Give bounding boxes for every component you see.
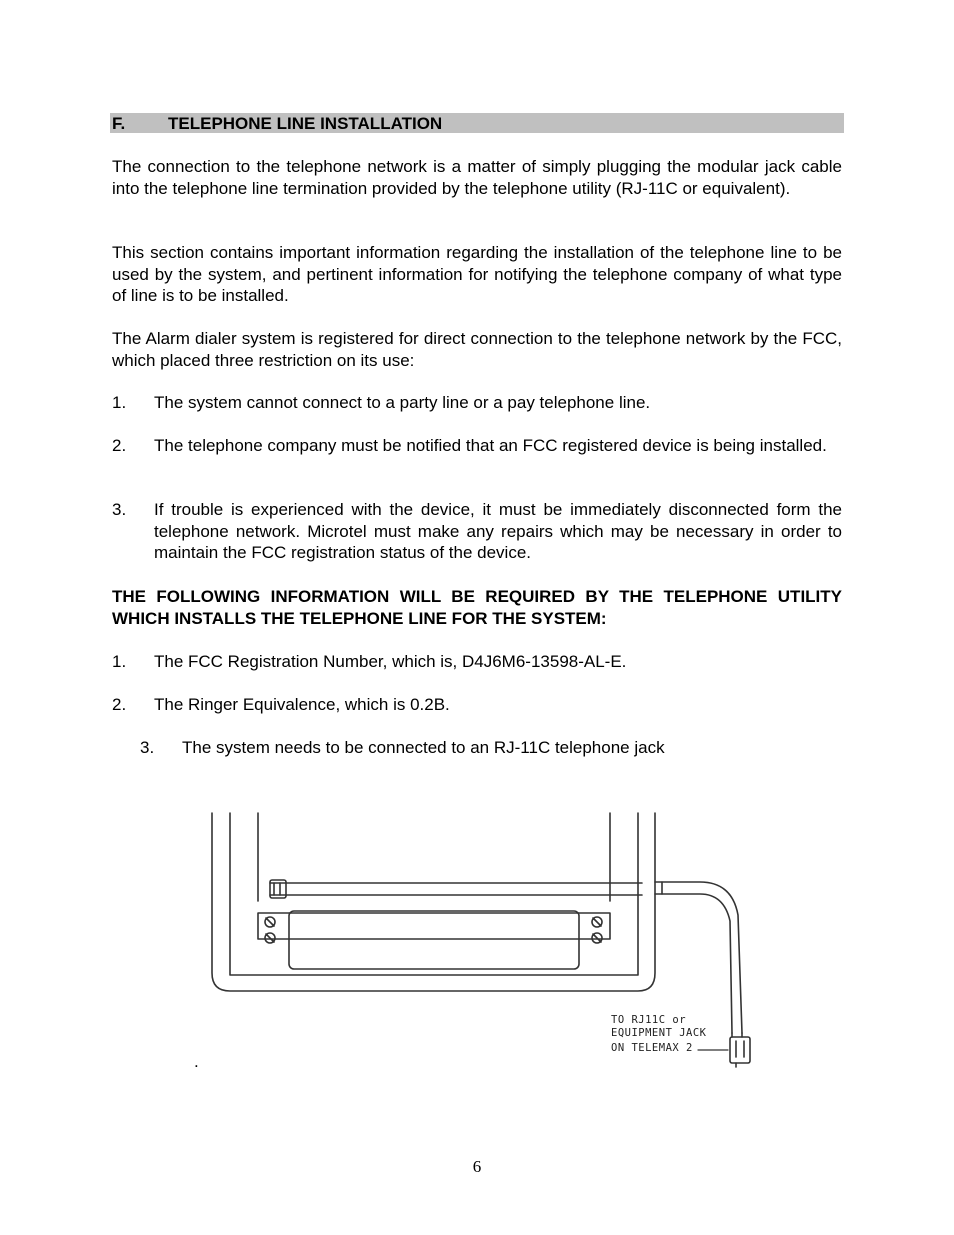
requirement-number: 3. [140, 738, 155, 757]
section-title: TELEPHONE LINE INSTALLATION [168, 114, 443, 133]
requirement-text: The system needs to be connected to an RJ-11C telephone jack [182, 738, 665, 757]
restriction-text: The system cannot connect to a party line or a pay telephone line. [154, 393, 651, 412]
section-letter: F. [112, 114, 126, 133]
restriction-number: 3. [112, 500, 127, 519]
required-info-heading: THE FOLLOWING INFORMATION WILL BE REQUIRED BY THE TELEPHONE UTILITY WHICH INSTALLS THE TELEPHONE LINE FOR THE SYSTEM: [112, 587, 842, 628]
stray-dot: . [194, 1052, 199, 1071]
restriction-number: 1. [112, 393, 127, 412]
fcc-registration-paragraph: The Alarm dialer system is registered for direct connection to the telephone network by the FCC, which placed three restriction on its use: [112, 329, 842, 370]
restriction-text: The telephone company must be notified that an FCC registered device is being installed. [154, 436, 827, 455]
page-number: 6 [472, 1157, 482, 1176]
figure-label-line: EQUIPMENT JACK [611, 1027, 707, 1039]
requirement-number: 1. [112, 652, 127, 671]
requirement-number: 2. [112, 695, 127, 714]
requirement-text: The FCC Registration Number, which is, D4J6M6-13598-AL-E. [154, 652, 627, 671]
restriction-number: 2. [112, 436, 127, 455]
figure-label-line: ON TELEMAX 2 [611, 1042, 693, 1054]
section-info-paragraph: This section contains important information regarding the installation of the telephone line to be used by the system, and pertinent information for notifying the telephone company of what type of line is to be installed. [112, 243, 842, 306]
figure-label-line: TO RJ11C or [611, 1014, 687, 1026]
requirement-text: The Ringer Equivalence, which is 0.2B. [154, 695, 450, 714]
section-header [110, 113, 844, 133]
rj11-connection-diagram [200, 805, 760, 1075]
intro-paragraph: The connection to the telephone network is a matter of simply plugging the modular jack cable into the telephone line termination provided by the telephone utility (RJ-11C or equivalent). [112, 157, 842, 198]
restriction-text: If trouble is experienced with the device, it must be immediately disconnected form the telephone network. Microtel must make any repairs which may be necessary in order to maintain the FCC registration status of the device. [154, 500, 842, 563]
